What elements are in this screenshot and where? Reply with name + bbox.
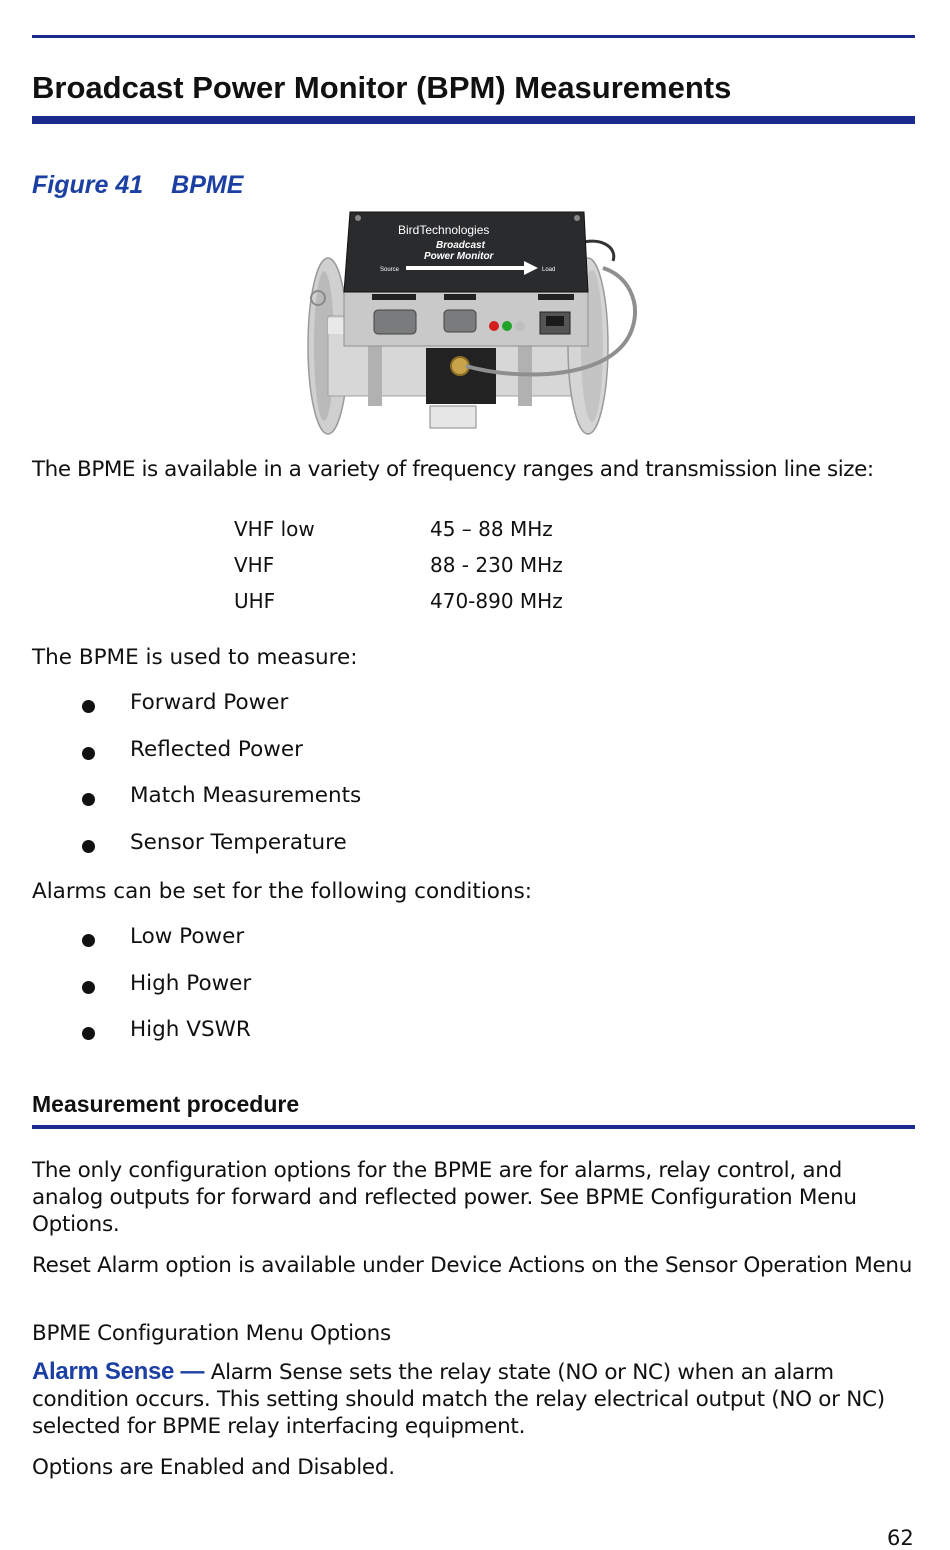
figure-caption — [32, 171, 243, 200]
source-label: Source — [380, 267, 400, 273]
bullet-icon — [82, 700, 95, 713]
top-rule — [32, 35, 915, 38]
device-name-line2: Power Monitor — [424, 251, 494, 262]
monitor-led — [502, 321, 512, 331]
band-name: VHF low — [234, 517, 315, 541]
screw-icon — [574, 215, 580, 221]
rf-test-label — [430, 406, 476, 428]
alarm-sense-paragraph — [32, 1358, 916, 1440]
device-name-line1: Broadcast — [436, 240, 485, 251]
list-item-text: Match Measurements — [130, 783, 362, 808]
band-name: VHF — [234, 553, 275, 577]
section-heading: Measurement procedure — [32, 1091, 300, 1117]
alarm-led — [489, 321, 499, 331]
bullet-icon — [82, 793, 95, 806]
list-item-text: Reflected Power — [130, 736, 303, 762]
bullet-icon — [82, 840, 95, 853]
page-number: 62 — [887, 1526, 914, 1550]
page-title: Broadcast Power Monitor (BPM) Measurements — [32, 70, 732, 105]
procedure-paragraph-1: The only configuration options for the BPME are for alarms, relay control, and analog outputs for forward and reflected power. See BPME Configuration Menu Options. — [32, 1158, 857, 1237]
band-name: UHF — [234, 589, 276, 613]
rs232-port — [444, 310, 476, 332]
screw-icon — [355, 215, 361, 221]
band-range: 88 - 230 MHz — [430, 553, 563, 577]
load-label: Load — [542, 267, 556, 273]
list-item-text: Forward Power — [130, 690, 289, 715]
port-label-ethernet — [538, 294, 574, 300]
bpme-device-image — [288, 206, 660, 438]
options-paragraph: Options are Enabled and Disabled. — [32, 1455, 395, 1480]
title-underline — [32, 116, 915, 124]
figure-label: Figure 41 — [32, 171, 144, 199]
brand-logo: BirdTechnologies — [398, 223, 490, 237]
port-label-rs232 — [444, 294, 476, 300]
list-item-text: High VSWR — [130, 1017, 251, 1042]
procedure-paragraph-2: Reset Alarm option is available under Device Actions on the Sensor Operation Menu — [32, 1253, 913, 1278]
intro-paragraph: The BPME is available in a variety of frequency ranges and transmission line size: — [32, 457, 874, 482]
section-underline — [32, 1125, 915, 1129]
port-label-power-alarm — [372, 294, 416, 300]
fault-led — [515, 321, 525, 331]
list-item-text: Low Power — [130, 924, 245, 949]
list-item-text: High Power — [130, 970, 252, 996]
band-range: 470-890 MHz — [430, 589, 563, 613]
alarms-intro: Alarms can be set for the following conditions: — [32, 879, 533, 904]
band-range: 45 – 88 MHz — [430, 517, 553, 541]
bullet-icon — [82, 934, 95, 947]
list-item-text: Sensor Temperature — [130, 829, 347, 855]
ethernet-socket — [546, 316, 564, 326]
bullet-icon — [82, 747, 95, 760]
figure-title: BPME — [171, 171, 244, 199]
procedure-paragraph-3: BPME Configuration Menu Options — [32, 1321, 391, 1346]
bullet-icon — [82, 1027, 95, 1040]
alarm-sense-text: Alarm Sense sets the relay state (NO or NC) when an alarm condition occurs. This setting should match the relay electrical output (NO or NC) selected for BPME relay interfacing equipment. — [32, 1360, 885, 1439]
bullet-icon — [82, 981, 95, 994]
alarm-sense-term: Alarm Sense — — [32, 1358, 205, 1385]
measure-intro: The BPME is used to measure: — [32, 645, 358, 670]
power-alarm-port — [374, 310, 416, 334]
